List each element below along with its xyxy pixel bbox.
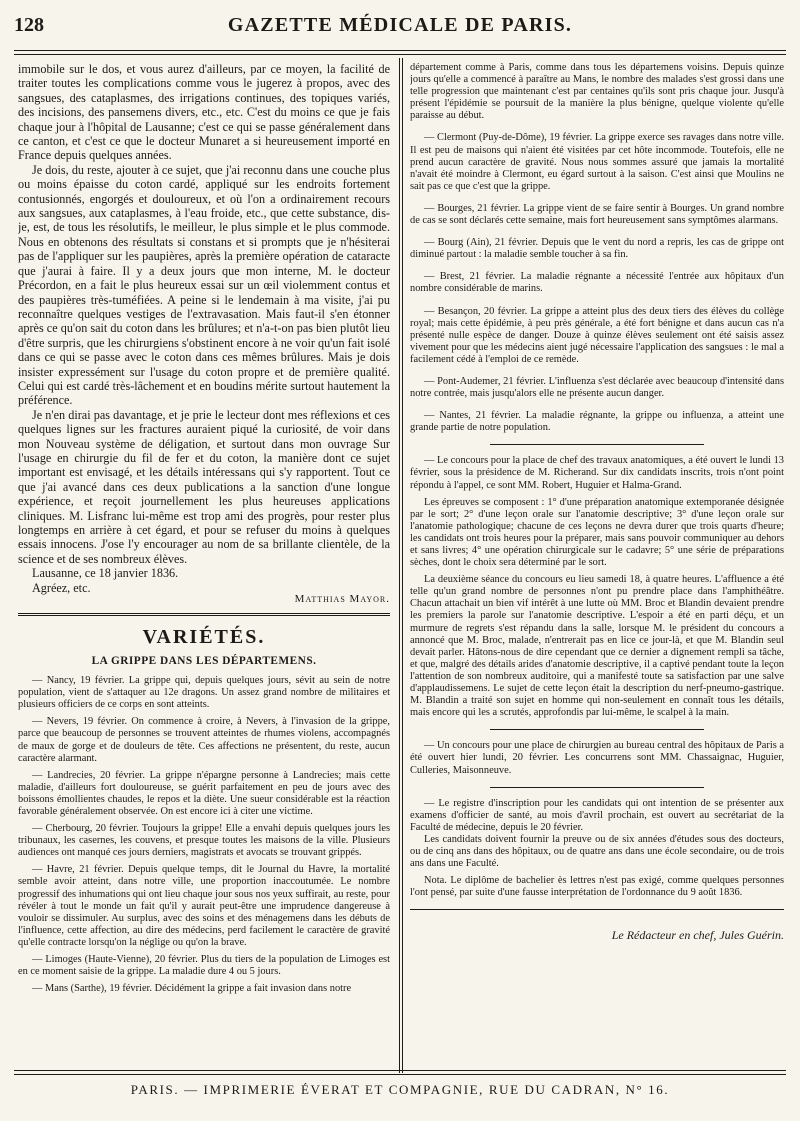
notice-paragraph: — Le registre d'inscription pour les candidats qui ont intention de se présenter aux examens d'officier de santé, au mois d'avril prochain, est ouvert au secrétariat de la Faculté de médecine, depuis le 20 février.	[410, 797, 784, 833]
news-dispatch: — Cherbourg, 20 février. Toujours la grippe! Elle a envahi depuis quelques jours les tribunaux, les casernes, les couvens, et presque toutes les maisons de la ville. Plusieurs audiences ont manqué ces jours derniers, magistrats et avocats se trouvant grippés.	[18, 823, 390, 859]
left-column	[18, 62, 390, 1071]
page-number: 128	[14, 14, 44, 36]
news-dispatch: — Bourg (Ain), 21 février. Depuis que le vent du nord a repris, les cas de grippe ont diminué partout : la maladie semble toucher à sa fin.	[410, 237, 784, 261]
header-rule-inner	[14, 54, 786, 55]
publication-title: GAZETTE MÉDICALE DE PARIS.	[227, 14, 573, 36]
editor-signature: Le Rédacteur en chef, Jules Guérin.	[611, 928, 784, 943]
printer-imprint: PARIS. — IMPRIMERIE ÉVERAT ET COMPAGNIE, RUE DU CADRAN, N° 16.	[130, 1082, 670, 1097]
notice-rule	[490, 729, 704, 730]
notice-paragraph: Les épreuves se composent : 1° d'une préparation anatomique extemporanée désignée par le sort; 2° d'une leçon orale sur l'anatomie descriptive; 3° d'une leçon orale sur l'anatomie pathologique; chacune de ces leçons ne devra durer que trois quarts d'heure; les candidats ont trois heures pour la préparer, mais sans pouvoir communiquer au dehors et sans livres; 4° une opération chirurgicale sur le cadavre; 5° une série de préparations sèches, dont le choix sera déterminé par le sort.	[410, 496, 784, 569]
subsection-title: LA GRIPPE DANS LES DÉPARTEMENS.	[91, 655, 317, 668]
footer-rule-inner	[14, 1074, 786, 1075]
closing-rule	[410, 909, 784, 910]
news-dispatch: — Besançon, 20 février. La grippe a atteint plus des deux tiers des élèves du collège royal; mais cette épidémie, à peu près générale, a été fort bénigne et dans aucun cas n'a présenté nulle espèce de danger. Douze à quinze élèves seulement ont été saisis assez vivement pour que les médecins aient jugé nécessaire l'application des sangsues : le mal a facilement cédé à l'emploi de ce remède.	[410, 305, 784, 365]
news-dispatch: — Limoges (Haute-Vienne), 20 février. Plus du tiers de la population de Limoges est en ce moment saisie de la grippe. La maladie dure 4 ou 5 jours.	[18, 954, 390, 978]
article-paragraph: Je dois, du reste, ajouter à ce sujet, que j'ai reconnu dans une couche plus ou moins épaisse du coton cardé, appliqué sur les endroits fortement contusionnés, engorgés et douloureux, et où l'on a ordinairement recours aux sangsues, aux cataplasmes, à l'eau froide, etc., que cette substance, dis-je, est, de tous les résolutifs, le meilleur, le plus simple et le plus commode. Nous en obtenons des résultats si constans et si prompts que je n'hésiterai pas de l'appliquer sur les paupières, après la première opération de cataracte que j'aurai à faire. Il y a deux jours que mon interne, M. le docteur Précordon, en a fait le plus heureux essai sur un œil violemment contus et des paupières très-tuméfiées. A peine si le lendemain à ma visite, j'ai pu reconnaître quelques vestiges de l'extravasation. Mais faut-il s'en étonner après ce qu'on sait du coton dans les brûlures; et n'a-t-on pas bien plutôt lieu d'être surpris, que les chirurgiens s'obstinent encore à ne voir qu'un fait isolé dans ce qui se passe avec le coton dans ces mêmes brûlures. Mais je dois insister expressément sur l'usage du coton propre et de première qualité. Celui qui est cardé très-lâchement et en boudins mérite surtout hautement la préférence.	[18, 162, 390, 408]
footer-rule	[14, 1070, 786, 1071]
letter-author: Matthias Mayor.	[294, 593, 390, 606]
letter-date: Lausanne, ce 18 janvier 1836.	[32, 566, 179, 581]
news-dispatch: — Pont-Audemer, 21 février. L'influenza s'est déclarée avec beaucoup d'intensité dans notre contrée, mais jusqu'alors elle ne présente aucun danger.	[410, 375, 784, 400]
news-dispatch: département comme à Paris, comme dans tous les départemens voisins. Depuis quinze jours qu'elle a commencé à paraître au Mans, le nombre des malades s'est grossi dans une telle progression que maintenant c'est par centaines qu'ils sont pris chaque jour. Jusqu'à présent l'épidémie se poursuit de la manière la plus bénigne, quelque violente qu'elle paraisse au début.	[410, 62, 784, 122]
notice-rule	[490, 444, 704, 445]
header-rule	[14, 50, 786, 51]
notice-rule	[490, 787, 704, 788]
news-dispatch: — Havre, 21 février. Depuis quelque temps, dit le Journal du Havre, la mortalité semble avoir atteint, dans notre ville, une proportion inaccoutumée. Le nombre progressif des inhumations qui ont lieu chaque jour sous nos yeux suffirait, au reste, pour révéler à tout le monde un fait qu'il y aurait peut-être une imprudence dangereuse à vouloir se dissimuler. Au surplus, avec des soins et des ménagemens dans les débuts de l'influence, cette affection, au dire des médecins, perd facilement le caractère de gravité qu'elle contracte lorsqu'on la néglige ou qu'on la brave.	[18, 864, 390, 948]
column-separator	[399, 58, 403, 1073]
article-paragraph: immobile sur le dos, et vous aurez d'ailleurs, par ce moyen, la facilité de traiter toutes les complications comme vous le jugerez à propos, avec des sangsues, des cataplasmes, des irrigations continues, des topiques variés, des incisions, des pansemens divers, etc., etc. C'est du moins ce que je fais chaque jour à l'hôpital de Lausanne; c'est ce qui se passe généralement dans ce canton, et c'est ce que le docteur Munaret a si heureusement importé en France depuis quelques années.	[18, 62, 390, 163]
notice-paragraph: Nota. Le diplôme de bachelier ès lettres n'est pas exigé, comme quelques personnes l'ont pensé, par suite d'une fausse interprétation de l'ordonnance du 9 août 1836.	[410, 875, 784, 899]
page-header	[14, 14, 786, 44]
notice-paragraph: — Un concours pour une place de chirurgien au bureau central des hôpitaux de Paris a été ouvert hier lundi, 20 février. Les concurrens sont MM. Chassaignac, Huguier, Culleries, Maisonneuve.	[410, 740, 784, 776]
news-dispatch: — Nevers, 19 février. On commence à croire, à Nevers, à l'invasion de la grippe, parce que beaucoup de personnes se trouvent atteintes de rhumes violens, accompagnés de maux de gorge et de douleurs de tête. Ces affections ne présentent, du reste, aucun caractère alarmant.	[18, 716, 390, 764]
news-dispatch: — Clermont (Puy-de-Dôme), 19 février. La grippe exerce ses ravages dans notre ville. Il est peu de maisons qui n'aient été visitées par cet hôte incommode. Toutefois, elle ne prend aucun caractère de gravité. Nous nous sommes assuré que jamais la mortalité n'avait été moindre à Clermont, eu égard surtout à la saison. C'est ainsi que Moulins ne sait pas ce que c'est que la grippe.	[410, 132, 784, 192]
news-dispatch: — Brest, 21 février. La maladie régnante a nécessité l'entrée aux hôpitaux d'un nombre considérable de marins.	[410, 271, 784, 295]
news-dispatch: — Nantes, 21 février. La maladie régnante, la grippe ou influenza, a atteint une grande partie de notre population.	[410, 410, 784, 434]
article-paragraph: Je n'en dirai pas davantage, et je prie le lecteur dont mes réflexions et ces quelques lignes sur les fractures auraient piqué la curiosité, de voir dans mon Nouveau système de déligation, et surtout dans mon ouvrage Sur l'usage en chirurgie du fil de fer et du coton, la manière dont ce sujet important est envisagé, et les détails intéressans qui s'y rapportent. Tout ce que j'ai avancé dans ces deux publications a la sanction d'une longue expérience, et reçoit journellement les plus heureuses applications cliniques. M. Lisfranc lui-même est trop ami des progrès, pour rester plus longtemps en arrière à cet égard, et pour se refuser du moins à quelques essais innocens. J'ose l'y encourager au nom de sa brillante clientèle, de la science et de ses nombreux élèves.	[18, 407, 390, 566]
section-title: VARIÉTÉS.	[142, 626, 266, 649]
news-dispatch: — Nancy, 19 février. La grippe qui, depuis quelques jours, sévit au sein de notre population, vient de s'attaquer au 12e dragons. Un assez grand nombre de militaires et plusieurs officiers de ce corps en sont atteints.	[18, 675, 390, 711]
notice-paragraph: — Le concours pour la place de chef des travaux anatomiques, a été ouvert le lundi 13 février, sous la présidence de M. Richerand. Sur dix candidats inscrits, trois n'ont point répondu à l'appel, ce sont MM. Robert, Huguier et Halma-Grand.	[410, 455, 784, 491]
letter-closing: Agréez, etc.	[32, 580, 91, 595]
notice-paragraph: Les candidats doivent fournir la preuve ou de six années d'études sous des docteurs, ou de cinq ans dans des hôpitaux, ou de quatre ans dans une école secondaire, ou de trois ans dans une Faculté.	[410, 833, 784, 870]
section-rule	[18, 613, 390, 616]
notice-paragraph: La deuxième séance du concours eu lieu samedi 18, à quatre heures. L'affluence a été telle qu'un grand nombre de personnes n'ont pu prendre place dans l'amphithéâtre. Chacun attachait un bien vif intérêt à une lutte où MM. Broc et Blandin devaient prendre les premiers la parole sur l'anatomie descriptive. L'espoir a été en parti déçu, et un murmure de regrets s'est répandu dans la salle, lorsque M. le président du concours a annoncé que M. Broc, malade, n'entrerait pas en lice ce jour-là, et que M. Blandin seul devait parler. Hâtons-nous de dire cependant que ce dernier a dignement rempli sa tâche, et que, malgré des détails arides d'anatomie descriptive, il a captivé pendant toute la leçon l'attention de son nombreux auditoire, qui a manifesté toute sa satisfaction par une salve d'applaudissemens. Le sujet de cette leçon était la description du nerf-pneumo-gastrique. M. Blandin a traité son sujet en homme qui non-seulement en connaît tous les détails, mais encore qui les a scrutés, approfondis par lui-même, le scalpel à la main.	[410, 574, 784, 719]
news-dispatch: — Landrecies, 20 février. La grippe n'épargne personne à Landrecies; mais cette maladie, d'ailleurs fort douloureuse, se guérit parfaitement en peu de jours avec des boissons émollientes chaudes, le repos et la diète. Une sueur considérable est la réaction favorable généralement observée. On est encore ici à citer une victime.	[18, 769, 390, 817]
news-dispatch: — Mans (Sarthe), 19 février. Décidément la grippe a fait invasion dans notre	[32, 983, 352, 995]
right-column	[410, 62, 784, 1071]
news-dispatch: — Bourges, 21 février. La grippe vient de se faire sentir à Bourges. Un grand nombre de cas se sont déclarés cette semaine, mais fort heureusement sans symptômes alarmans.	[410, 202, 784, 227]
